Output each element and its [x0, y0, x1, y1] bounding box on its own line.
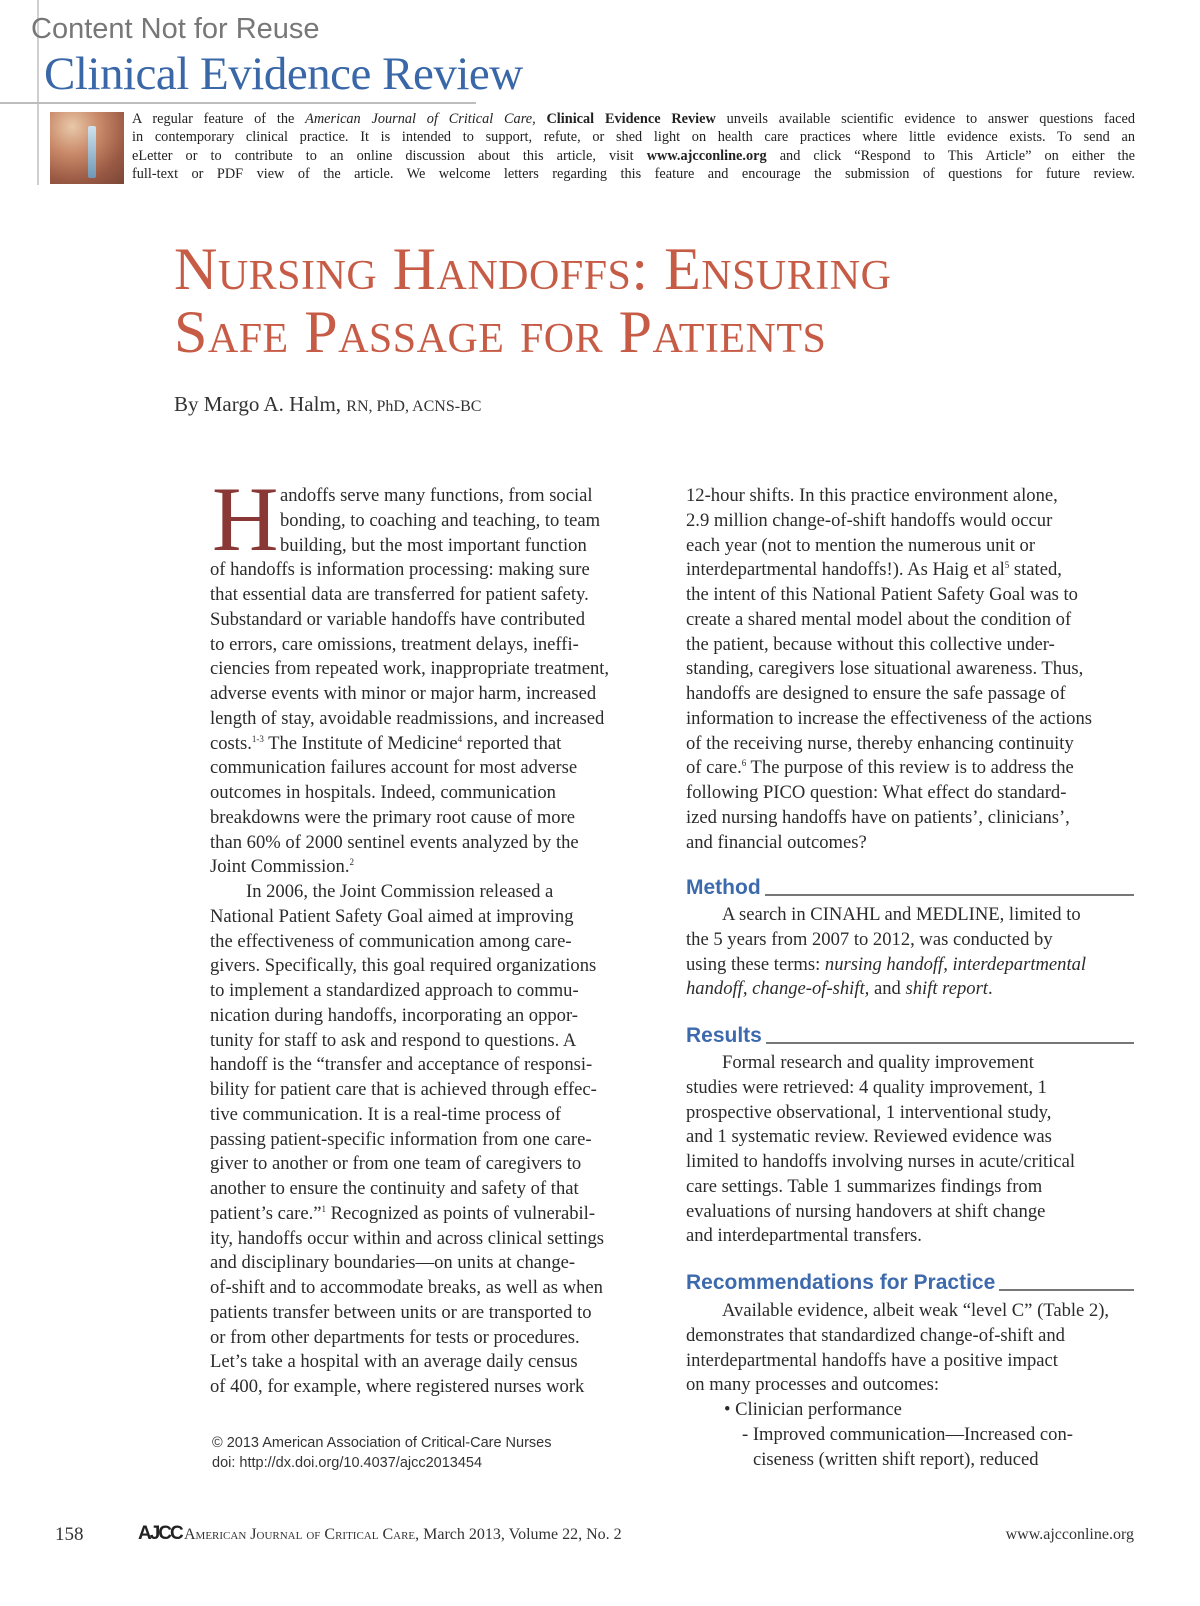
text-segment: costs. — [210, 732, 252, 754]
text-segment: - Improved communication—Increased con- — [742, 1423, 1073, 1445]
heading-rule — [999, 1289, 1134, 1291]
text-segment: Clinical Evidence Review — [546, 111, 716, 127]
text-segment: the effectiveness of communication among care- — [210, 930, 572, 952]
method-text — [686, 903, 1134, 1002]
text-segment: and — [869, 978, 906, 1000]
text-line — [210, 1326, 660, 1351]
text-line — [686, 682, 1134, 707]
text-segment: limited to handoffs involving nurses in acute/critical — [686, 1151, 1076, 1172]
text-segment: another to ensure the continuity and safety of that — [210, 1178, 579, 1199]
text-line — [686, 657, 1134, 682]
text-line — [210, 930, 660, 955]
text-segment: and click “Respond to This Article” on either the — [766, 147, 1135, 164]
text-line — [686, 1349, 1134, 1374]
text-line — [210, 633, 660, 658]
text-line — [210, 905, 660, 930]
text-segment: stated, — [1009, 559, 1062, 581]
journal-citation — [184, 1526, 622, 1544]
text-line — [210, 831, 660, 856]
text-segment: www.ajcconline.org — [646, 147, 767, 164]
section-title: Clinical Evidence Review — [44, 48, 523, 100]
text-segment: demonstrates that standardized change-of-shift and — [686, 1324, 1065, 1346]
text-segment: that essential data are transferred for patient safety. — [210, 584, 589, 605]
text-line — [686, 1101, 1134, 1126]
text-segment: Substandard or variable handoffs have contributed — [210, 608, 586, 630]
text-segment: ized nursing handoffs have on patients’, clinicians’, — [686, 806, 1070, 828]
heading-rule — [765, 894, 1134, 896]
ajcc-logo: AJCC — [138, 1523, 182, 1544]
title-line-1: Nursing Handoffs: Ensuring — [174, 236, 892, 302]
watermark: Content Not for Reuse — [31, 13, 320, 45]
text-segment: interdepartmental handoffs have a positive impact — [686, 1349, 1058, 1371]
text-segment: In 2006, the Joint Commission released a — [246, 881, 554, 902]
text-line — [210, 558, 660, 583]
text-segment: to errors, care omissions, treatment delays, ineffi- — [210, 633, 579, 655]
text-line — [686, 633, 1134, 658]
text-line — [132, 110, 1135, 128]
text-segment: ity, handoffs occur within and across clinical settings — [210, 1227, 604, 1249]
text-line — [210, 781, 660, 806]
text-line — [686, 953, 1134, 978]
header-rule — [0, 102, 476, 104]
text-line — [132, 147, 1135, 165]
text-segment: building, but the most important function — [280, 534, 587, 556]
text-line — [210, 1177, 660, 1202]
text-segment: length of stay, avoidable readmissions, and increased — [210, 707, 605, 729]
text-segment: evaluations of nursing handovers at shift change — [686, 1200, 1046, 1222]
text-segment: full-text or PDF view of the article. We welcome letters regarding this feature and encourage the submission of questions for future review. — [132, 165, 1135, 182]
text-segment: Formal research and quality improvement — [722, 1052, 1034, 1073]
text-line — [686, 977, 1134, 1002]
intro-text — [132, 110, 1135, 183]
text-line — [210, 855, 660, 880]
text-line — [686, 1150, 1134, 1175]
text-segment: interdepartmental handoffs!). As Haig et al — [686, 559, 1005, 581]
drop-cap: H — [212, 468, 279, 570]
text-segment: Let’s take a hospital with an average daily census — [210, 1351, 578, 1373]
text-line — [210, 979, 660, 1004]
text-line — [686, 831, 1134, 856]
text-segment: eLetter or to contribute to an online discussion about this article, visit — [132, 147, 647, 164]
text-line — [210, 1103, 660, 1128]
text-segment: American Journal of Critical Care, — [305, 111, 536, 127]
text-line — [210, 1152, 660, 1177]
text-segment: or from other departments for tests or procedures. — [210, 1326, 580, 1348]
text-segment: studies were retrieved: 4 quality improvement, 1 — [686, 1076, 1047, 1098]
text-segment: of care. — [686, 757, 742, 779]
text-line — [686, 903, 1134, 928]
text-line — [686, 1200, 1134, 1225]
recommendations-heading — [686, 1271, 1134, 1295]
text-line — [210, 583, 660, 608]
reference-superscript: 5 — [1004, 560, 1010, 571]
text-line — [210, 1276, 660, 1301]
text-segment: handoff, change-of-shift, — [686, 978, 870, 1000]
text-segment: following PICO question: What effect do standard- — [686, 782, 1067, 803]
text-segment: tunity for staff to ask and respond to questions. A — [210, 1029, 577, 1051]
text-segment: each year (not to mention the numerous unit or — [686, 534, 1036, 556]
text-line — [686, 928, 1134, 953]
text-segment: care settings. Table 1 summarizes findings from — [686, 1175, 1043, 1197]
text-segment: givers. Specifically, this goal required organizations — [210, 955, 597, 977]
text-line — [686, 732, 1134, 757]
text-segment: outcomes in hospitals. Indeed, communication — [210, 782, 556, 803]
text-segment: The Institute of Medicine — [263, 732, 458, 754]
text-segment: nursing handoff, interdepartmental — [824, 953, 1087, 975]
text-line — [686, 608, 1134, 633]
text-segment: the 5 years from 2007 to 2012, was conducted by — [686, 928, 1053, 950]
byline — [174, 392, 481, 417]
text-segment: Recognized as points of vulnerabil- — [326, 1202, 596, 1224]
text-segment: nication during handoffs, incorporating an oppor- — [210, 1004, 578, 1026]
text-segment: The purpose of this review is to address the — [746, 757, 1074, 779]
text-segment: • Clinician performance — [724, 1399, 902, 1420]
text-line — [686, 781, 1134, 806]
article-title — [174, 238, 891, 364]
text-segment: patient’s care.” — [210, 1202, 322, 1224]
text-segment: adverse events with minor or major harm, increased — [210, 683, 597, 704]
text-segment: A search in CINAHL and MEDLINE, limited to — [722, 904, 1081, 925]
text-line — [686, 534, 1134, 559]
text-line — [210, 1128, 660, 1153]
text-line — [210, 682, 660, 707]
text-segment: breakdowns were the primary root cause of more — [210, 806, 576, 828]
text-segment: ciseness (written shift report), reduced — [753, 1448, 1039, 1470]
reference-superscript: 2 — [349, 857, 354, 868]
text-segment: 2.9 million change-of-shift handoffs would occur — [686, 509, 1053, 531]
results-heading — [686, 1024, 1134, 1048]
text-line — [686, 806, 1134, 831]
website-link[interactable]: www.ajcconline.org — [1005, 1526, 1134, 1543]
text-segment: in contemporary clinical practice. It is intended to support, refute, or shed light on health care practices where little evidence exists. To send an — [132, 129, 1135, 146]
text-segment: of-shift and to accommodate breaks, as well as when — [210, 1277, 603, 1298]
recommendations-text — [686, 1299, 1134, 1472]
text-segment: using these terms: — [686, 953, 825, 975]
right-column-intro — [686, 484, 1134, 855]
text-line — [210, 1053, 660, 1078]
text-segment: reported that — [462, 732, 562, 754]
text-segment — [536, 111, 547, 127]
journal-name: American Journal of Critical Care, — [184, 1526, 420, 1543]
text-segment: tive communication. It is a real-time process of — [210, 1103, 562, 1125]
text-line — [686, 756, 1134, 781]
vial-shape — [88, 126, 96, 178]
reference-superscript: 4 — [457, 733, 463, 744]
text-segment: unveils available scientific evidence to answer questions faced — [715, 111, 1135, 127]
text-segment: 12-hour shifts. In this practice environment alone, — [686, 485, 1058, 506]
text-line — [210, 1350, 660, 1375]
text-segment: giver to another or from one team of caregivers to — [210, 1153, 582, 1175]
recommendations-heading-text: Recommendations for Practice — [686, 1271, 996, 1294]
text-line — [686, 1125, 1134, 1150]
text-segment: and 1 systematic review. Reviewed evidence was — [686, 1126, 1052, 1148]
text-segment: Available evidence, albeit weak “level C” (Table 2), — [722, 1300, 1110, 1321]
left-column — [210, 468, 660, 1400]
text-line — [686, 1423, 1134, 1448]
text-line — [210, 1202, 660, 1227]
text-segment: National Patient Safety Goal aimed at improving — [210, 905, 574, 927]
results-heading-text: Results — [686, 1024, 762, 1047]
text-segment: passing patient-specific information from one care- — [210, 1128, 592, 1150]
text-line — [132, 128, 1135, 146]
text-segment: of the receiving nurse, thereby enhancing continuity — [686, 732, 1074, 754]
text-segment: and interdepartmental transfers. — [686, 1225, 922, 1247]
text-line — [210, 756, 660, 781]
text-line — [686, 484, 1134, 509]
text-segment: standing, caregivers lose situational awareness. Thus, — [686, 658, 1084, 680]
author-credentials: RN, PhD, ACNS-BC — [346, 398, 482, 415]
reference-superscript: 1-3 — [251, 733, 264, 744]
text-segment: information to increase the effectiveness of the actions — [686, 707, 1092, 729]
text-line — [132, 165, 1135, 183]
text-segment: handoff is the “transfer and acceptance of responsi- — [210, 1054, 593, 1076]
text-segment: than 60% of 2000 sentinel events analyzed by the — [210, 831, 579, 853]
copyright-block — [212, 1434, 552, 1473]
text-line — [210, 1004, 660, 1029]
text-line — [686, 1076, 1134, 1101]
text-line — [280, 509, 660, 534]
text-line — [686, 1051, 1134, 1076]
text-line — [686, 583, 1134, 608]
text-line — [210, 657, 660, 682]
text-segment: . — [987, 978, 993, 1000]
text-line — [210, 880, 660, 905]
text-line — [280, 484, 660, 509]
text-line — [686, 509, 1134, 534]
text-segment: Joint Commission. — [210, 856, 350, 878]
text-segment: the patient, because without this collective under- — [686, 633, 1055, 655]
text-line — [686, 1373, 1134, 1398]
text-segment: of handoffs is information processing: making sure — [210, 559, 590, 581]
text-line — [210, 1078, 660, 1103]
method-heading — [686, 876, 1134, 900]
text-line — [210, 1029, 660, 1054]
text-segment: and disciplinary boundaries—on units at change- — [210, 1252, 576, 1274]
text-line — [210, 1227, 660, 1252]
text-segment: of 400, for example, where registered nurses work — [210, 1376, 585, 1397]
text-segment: bonding, to coaching and teaching, to team — [280, 509, 601, 531]
text-line — [210, 806, 660, 831]
text-line — [210, 707, 660, 732]
text-line — [210, 732, 660, 757]
reference-superscript: 6 — [741, 758, 747, 769]
text-line — [686, 707, 1134, 732]
text-segment: patients transfer between units or are transported to — [210, 1301, 592, 1323]
doi-link[interactable]: doi: http://dx.doi.org/10.4037/ajcc2013454 — [212, 1454, 483, 1471]
text-segment: prospective observational, 1 interventional study, — [686, 1101, 1052, 1123]
text-segment: and financial outcomes? — [686, 831, 867, 853]
author-name: By Margo A. Halm, — [174, 392, 342, 416]
text-line — [210, 1301, 660, 1326]
text-line — [686, 1175, 1134, 1200]
text-segment: handoffs are designed to ensure the safe passage of — [686, 683, 1066, 704]
journal-issue: March 2013, Volume 22, No. 2 — [419, 1526, 622, 1543]
text-segment: A regular feature of the — [132, 111, 306, 127]
text-segment: andoffs serve many functions, from social — [280, 485, 593, 506]
title-line-2: Safe Passage for Patients — [174, 299, 827, 365]
text-line — [686, 1299, 1134, 1324]
text-line — [210, 1375, 660, 1400]
results-text — [686, 1051, 1134, 1249]
text-line — [280, 534, 660, 559]
text-segment: create a shared mental model about the condition of — [686, 608, 1072, 630]
text-segment: on many processes and outcomes: — [686, 1374, 940, 1396]
text-segment: communication failures account for most adverse — [210, 757, 578, 779]
text-segment: bility for patient care that is achieved through effec- — [210, 1079, 597, 1100]
text-segment: ciencies from repeated work, inappropriate treatment, — [210, 658, 610, 680]
text-segment: to implement a standardized approach to commu- — [210, 980, 579, 1001]
method-heading-text: Method — [686, 876, 761, 899]
text-segment: shift report — [905, 978, 988, 1000]
copyright-line: © 2013 American Association of Critical-Care Nurses — [212, 1435, 552, 1451]
text-line — [686, 1224, 1134, 1249]
text-line — [686, 1448, 1134, 1473]
text-line — [210, 1251, 660, 1276]
text-segment: the intent of this National Patient Safety Goal was to — [686, 584, 1078, 605]
heading-rule — [766, 1042, 1134, 1044]
text-line — [210, 608, 660, 633]
syringe-image — [50, 112, 124, 184]
reference-superscript: 1 — [321, 1203, 326, 1214]
text-line — [686, 558, 1134, 583]
text-line — [210, 954, 660, 979]
text-line — [686, 1324, 1134, 1349]
page-number: 158 — [55, 1524, 84, 1545]
text-line — [686, 1398, 1134, 1423]
